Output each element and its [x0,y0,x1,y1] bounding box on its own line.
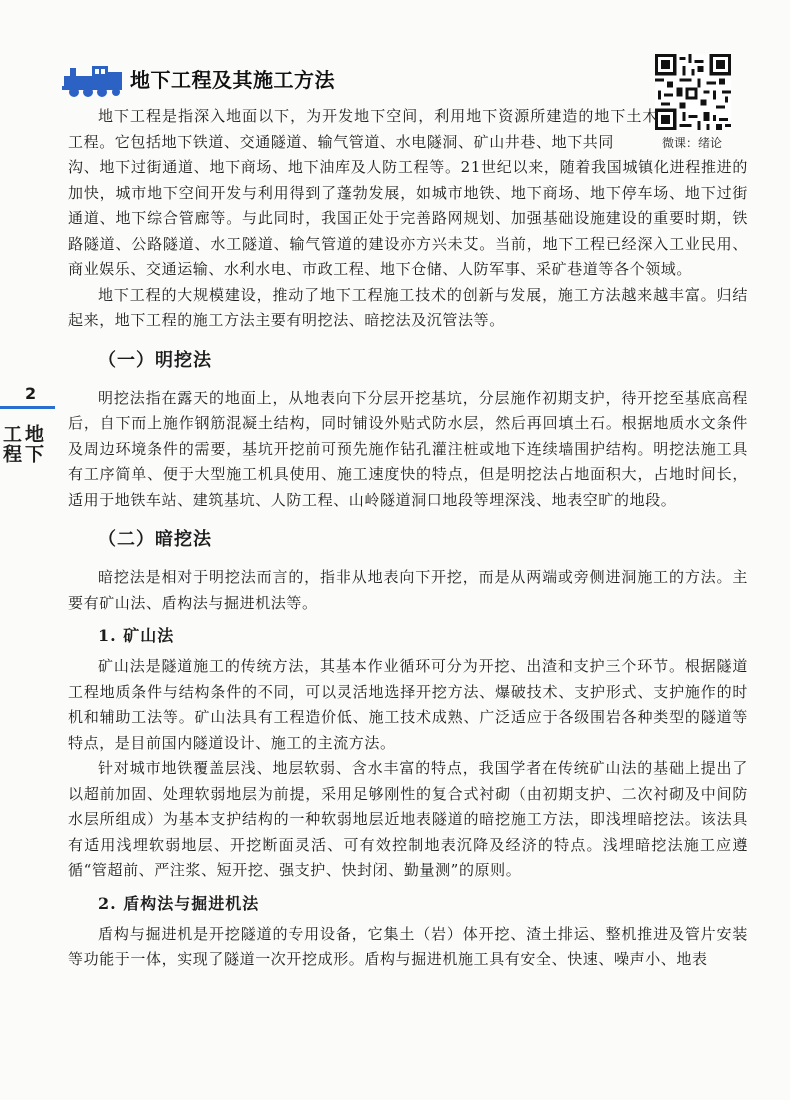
section-title: 地下工程及其施工方法 [130,68,335,92]
intro-paragraph-2: 地下工程的大规模建设，推动了地下工程施工技术的创新与发展，施工方法越来越丰富。归结起来，地下工程的施工方法主要有明挖法、暗挖法及沉管法等。 [68,285,748,329]
intro-paragraph-1a: 地下工程是指深入地面以下，为开发地下空间，利用地下资源所建造的地下土木工程。它包括地下铁道、交通隧道、输气管道、水电隧洞、矿山井巷、地下共同 [68,107,658,151]
page-number-divider [0,406,55,409]
open-cut-paragraph: 明挖法指在露天的地面上，从地表向下分层开挖基坑，分层施作初期支护，待开挖至基底高程后，自下而上施作钢筋混凝土结构，同时铺设外贴式防水层，然后再回填土石。根据地质水文条件及周边环境条件的需要，基坑开挖前可预先施作钻孔灌注桩或地下连续墙围护结构。明挖法施工具有工序简单、便于大型施工机具使用、施工速度快的特点，但是明挖法占地面积大，占地时间长，适用于地铁车站、建筑基坑、人防工程、山岭隧道洞口地段等埋深浅、地表空旷的地段。 [68,388,748,509]
main-content [68,104,748,973]
page-number: 2 [25,384,37,403]
heading-mine-method: 1. 矿山法 [98,626,175,645]
heading-open-cut: （一）明挖法 [98,349,212,371]
mine-method-paragraph-1: 矿山法是隧道施工的传统方法，其基本作业循环可分为开挖、出渣和支护三个环节。根据隧道工程地质条件与结构条件的不同，可以灵活地选择开挖方法、爆破技术、支护形式、支护施作的时机和辅助工法等。矿山法具有工程造价低、施工技术成熟、广泛适应于各级围岩各种类型的隧道等特点，是目前国内隧道设计、施工的主流方法。 [68,657,748,752]
heading-mining: （二）暗挖法 [98,529,212,550]
shield-tbm-paragraph: 盾构与掘进机是开挖隧道的专用设备，它集土（岩）体开挖、渣土排运、整机推进及管片安装等功能于一体，实现了隧道一次开挖成形。盾构与掘进机施工具有安全、快速、噪声小、地表 [68,924,748,968]
heading-shield-tbm: 2. 盾构法与掘进机法 [98,893,260,913]
mining-paragraph: 暗挖法是相对于明挖法而言的，指非从地表向下开挖，而是从两端或旁侧进洞施工的方法。主要有矿山法、盾构法与掘进机法等。 [68,568,748,612]
book-title: 地下工程 [0,424,44,464]
train-icon [62,62,126,98]
intro-paragraph-1b: 沟、地下过街通道、地下商场、地下油库及人防工程等。21世纪以来，随着我国城镇化进程推进的加快，城市地下空间开发与利用得到了蓬勃发展，如城市地铁、地下商场、地下停车场、地下过街通道、地下综合管廊等。与此同时，我国正处于完善路网规划、加强基础设施建设的重要时期，铁路隧道、公路隧道、水工隧道、输气管道的建设亦方兴未艾。当前，地下工程已经深入工业民用、商业娱乐、交通运输、水利水电、市政工程、地下仓储、人防军事、采矿巷道等各个领域。 [68,158,748,278]
mine-method-paragraph-2: 针对城市地铁覆盖层浅、地层软弱、含水丰富的特点，我国学者在传统矿山法的基础上提出了以超前加固、处理软弱地层为前提，采用足够刚性的复合式衬砌（由初期支护、二次衬砌及中间防水层所组成）为基本支护结构的一种软弱地层近地表隧道的暗挖施工方法，即浅埋暗挖法。该法具有适用浅埋软弱地层、开挖断面灵活、可有效控制地表沉降及经济的特点。浅埋暗挖法施工应遵循“管超前、严注浆、短开挖、强支护、快封闭、勤量测”的原则。 [68,759,748,879]
qr-caption: 微课：绪论 [662,136,723,150]
section-header [62,58,662,102]
